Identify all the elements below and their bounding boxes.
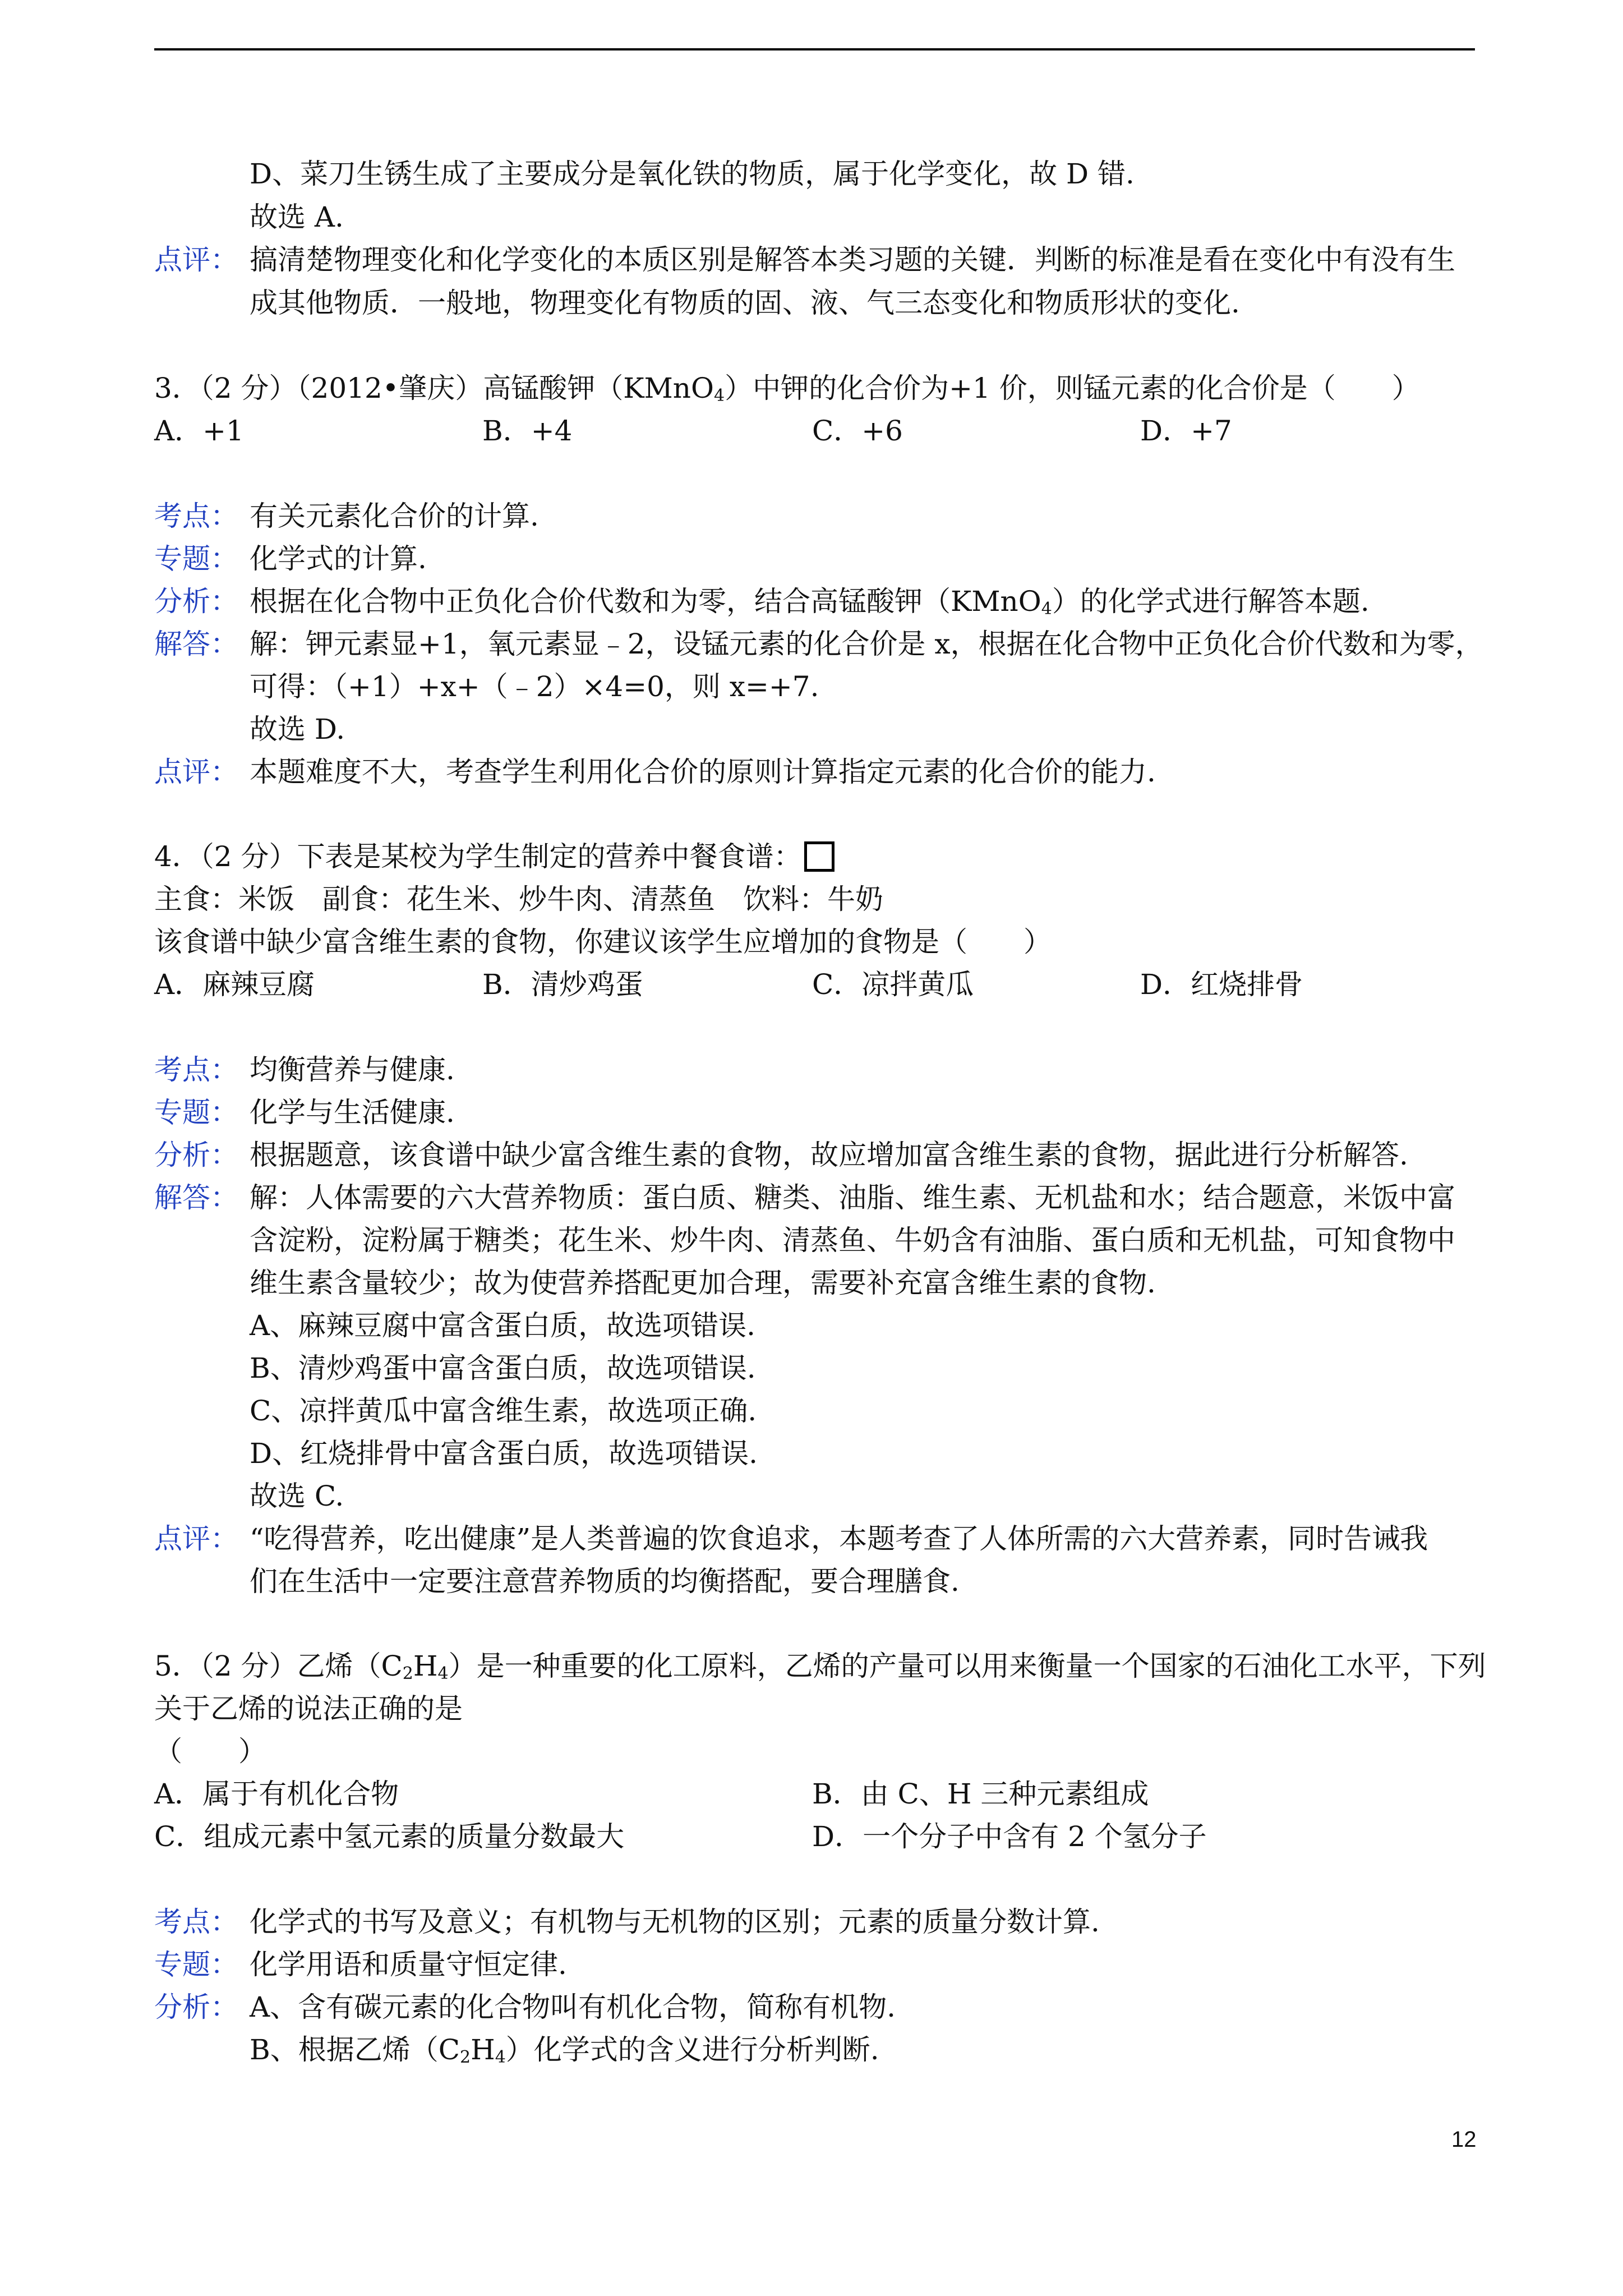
q4-menu: 主食：米饭 副食：花生米、炒牛肉、清蒸鱼 饮料：牛奶 <box>154 883 883 915</box>
q4-option-c: C．凉拌黄瓜 <box>812 968 974 1001</box>
q4-jieda-line-5: B、清炒鸡蛋中富含蛋白质，故选项错误. <box>250 1352 756 1384</box>
q4-fenxi: 根据题意，该食谱中缺少富含维生素的食物，故应增加富含维生素的食物，据此进行分析解答. <box>250 1139 1408 1171</box>
page-number: 12 <box>1451 2127 1477 2152</box>
q3-jieda-line-3: 故选 D. <box>250 713 345 746</box>
q5-kaodian: 化学式的书写及意义；有机物与无机物的区别；元素的质量分数计算. <box>250 1906 1100 1938</box>
prev-comment-label: 点评： <box>154 243 238 276</box>
q4-jieda-line-6: C、凉拌黄瓜中富含维生素，故选项正确. <box>250 1395 757 1427</box>
q5-fenxi-line-2: B、根据乙烯$(C_2H_4)$化学式的含义进行分析判断. <box>250 2033 879 2067</box>
q3-jieda-line-2: 可得：（+1）+x+（﹣2）×4=0，则 x=+7. <box>250 670 819 703</box>
q4-stem: 4．（2 分）下表是某校为学生制定的营养中餐食谱： <box>154 840 834 873</box>
q4-jieda-line-8: 故选 C. <box>250 1480 344 1512</box>
q5-answer-paren: （ ） <box>154 1735 266 1768</box>
q3-stem: 3．（2 分）（2012•肇庆）高锰酸钾（KMnO$_4$）中钾的化合价为+1 价，则锰元素的化合价是（ ） <box>154 372 1420 406</box>
q5-stem-line-1: 5．（2 分）乙烯$(C_2H_4)$是一种重要的化工原料，乙烯的产量可以用来衡量一个国家的石油化工水平，下列 <box>154 1650 1486 1683</box>
q5-option-d: D．一个分子中含有 2 个氢分子 <box>812 1820 1207 1853</box>
prev-comment-line-1: 搞清楚物理变化和化学变化的本质区别是解答本类习题的关键．判断的标准是看在变化中有没有生 <box>250 243 1455 276</box>
prev-answer-line: D、菜刀生锈生成了主要成分是氧化铁的物质，属于化学变化，故 D 错. <box>250 158 1135 190</box>
q3-zhuanti-label: 专题： <box>154 542 238 575</box>
q3-option-d: D．+7 <box>1140 415 1232 447</box>
q4-fenxi-label: 分析： <box>154 1139 238 1171</box>
q3-option-a: A．+1 <box>154 415 244 447</box>
q4-jieda-line-4: A、麻辣豆腐中富含蛋白质，故选项错误. <box>250 1309 756 1342</box>
q3-fenxi-label: 分析： <box>154 585 238 618</box>
q3-jieda-line-1: 解：钾元素显+1，氧元素显﹣2，设锰元素的化合价是 x，根据在化合物中正负化合价代数和为零， <box>250 628 1483 660</box>
q3-dianping: 本题难度不大，考查学生利用化合价的原则计算指定元素的化合价的能力. <box>250 756 1156 788</box>
q5-zhuanti: 化学用语和质量守恒定律. <box>250 1948 567 1981</box>
q3-option-c: C．+6 <box>812 415 903 447</box>
q4-option-b: B．清炒鸡蛋 <box>482 968 643 1001</box>
q5-zhuanti-label: 专题： <box>154 1948 238 1981</box>
q5-fenxi-label: 分析： <box>154 1991 238 2023</box>
q4-dianping-line-2: 们在生活中一定要注意营养物质的均衡搭配，要合理膳食. <box>250 1565 960 1598</box>
q4-jieda-line-1: 解：人体需要的六大营养物质：蛋白质、糖类、油脂、维生素、无机盐和水；结合题意，米饭中富 <box>250 1181 1455 1214</box>
q4-zhuanti: 化学与生活健康. <box>250 1096 455 1129</box>
q5-option-c: C．组成元素中氢元素的质量分数最大 <box>154 1820 625 1853</box>
q3-dianping-label: 点评： <box>154 756 238 788</box>
q4-kaodian-label: 考点： <box>154 1053 238 1086</box>
prev-answer-choice: 故选 A. <box>250 201 344 233</box>
q4-kaodian: 均衡营养与健康. <box>250 1053 455 1086</box>
q4-jieda-label: 解答： <box>154 1181 238 1214</box>
q4-option-a: A．麻辣豆腐 <box>154 968 315 1001</box>
q3-option-b: B．+4 <box>482 415 573 447</box>
q4-zhuanti-label: 专题： <box>154 1096 238 1129</box>
q5-fenxi-line-1: A、含有碳元素的化合物叫有机化合物，简称有机物. <box>250 1991 896 2023</box>
q4-jieda-line-2: 含淀粉，淀粉属于糖类；花生米、炒牛肉、清蒸鱼、牛奶含有油脂、蛋白质和无机盐，可知食物中 <box>250 1224 1455 1257</box>
q3-kaodian-label: 考点： <box>154 500 238 532</box>
q5-kaodian-label: 考点： <box>154 1906 238 1938</box>
q3-jieda-label: 解答： <box>154 628 238 660</box>
header-rule <box>154 48 1475 50</box>
q4-jieda-line-7: D、红烧排骨中富含蛋白质，故选项错误. <box>250 1437 758 1470</box>
q4-question: 该食谱中缺少富含维生素的食物，你建议该学生应增加的食物是（ ） <box>154 926 1052 958</box>
q5-option-a: A．属于有机化合物 <box>154 1778 399 1810</box>
q5-stem-line-2: 关于乙烯的说法正确的是 <box>154 1692 463 1725</box>
menu-table-placeholder-box <box>804 841 834 872</box>
q4-dianping-line-1: “吃得营养，吃出健康”是人类普遍的饮食追求，本题考查了人体所需的六大营养素，同时告诫我 <box>250 1522 1428 1555</box>
q5-option-b: B．由 C、H 三种元素组成 <box>812 1778 1149 1810</box>
q4-dianping-label: 点评： <box>154 1522 238 1555</box>
prev-comment-line-2: 成其他物质．一般地，物理变化有物质的固、液、气三态变化和物质形状的变化. <box>250 287 1240 319</box>
q3-zhuanti: 化学式的计算. <box>250 542 427 575</box>
q4-option-d: D．红烧排骨 <box>1140 968 1303 1001</box>
q3-kaodian: 有关元素化合价的计算. <box>250 500 539 532</box>
q3-fenxi: 根据在化合物中正负化合价代数和为零，结合高锰酸钾（KMnO$_4$）的化学式进行解答本题. <box>250 585 1370 619</box>
q4-jieda-line-3: 维生素含量较少；故为使营养搭配更加合理，需要补充富含维生素的食物. <box>250 1267 1156 1299</box>
